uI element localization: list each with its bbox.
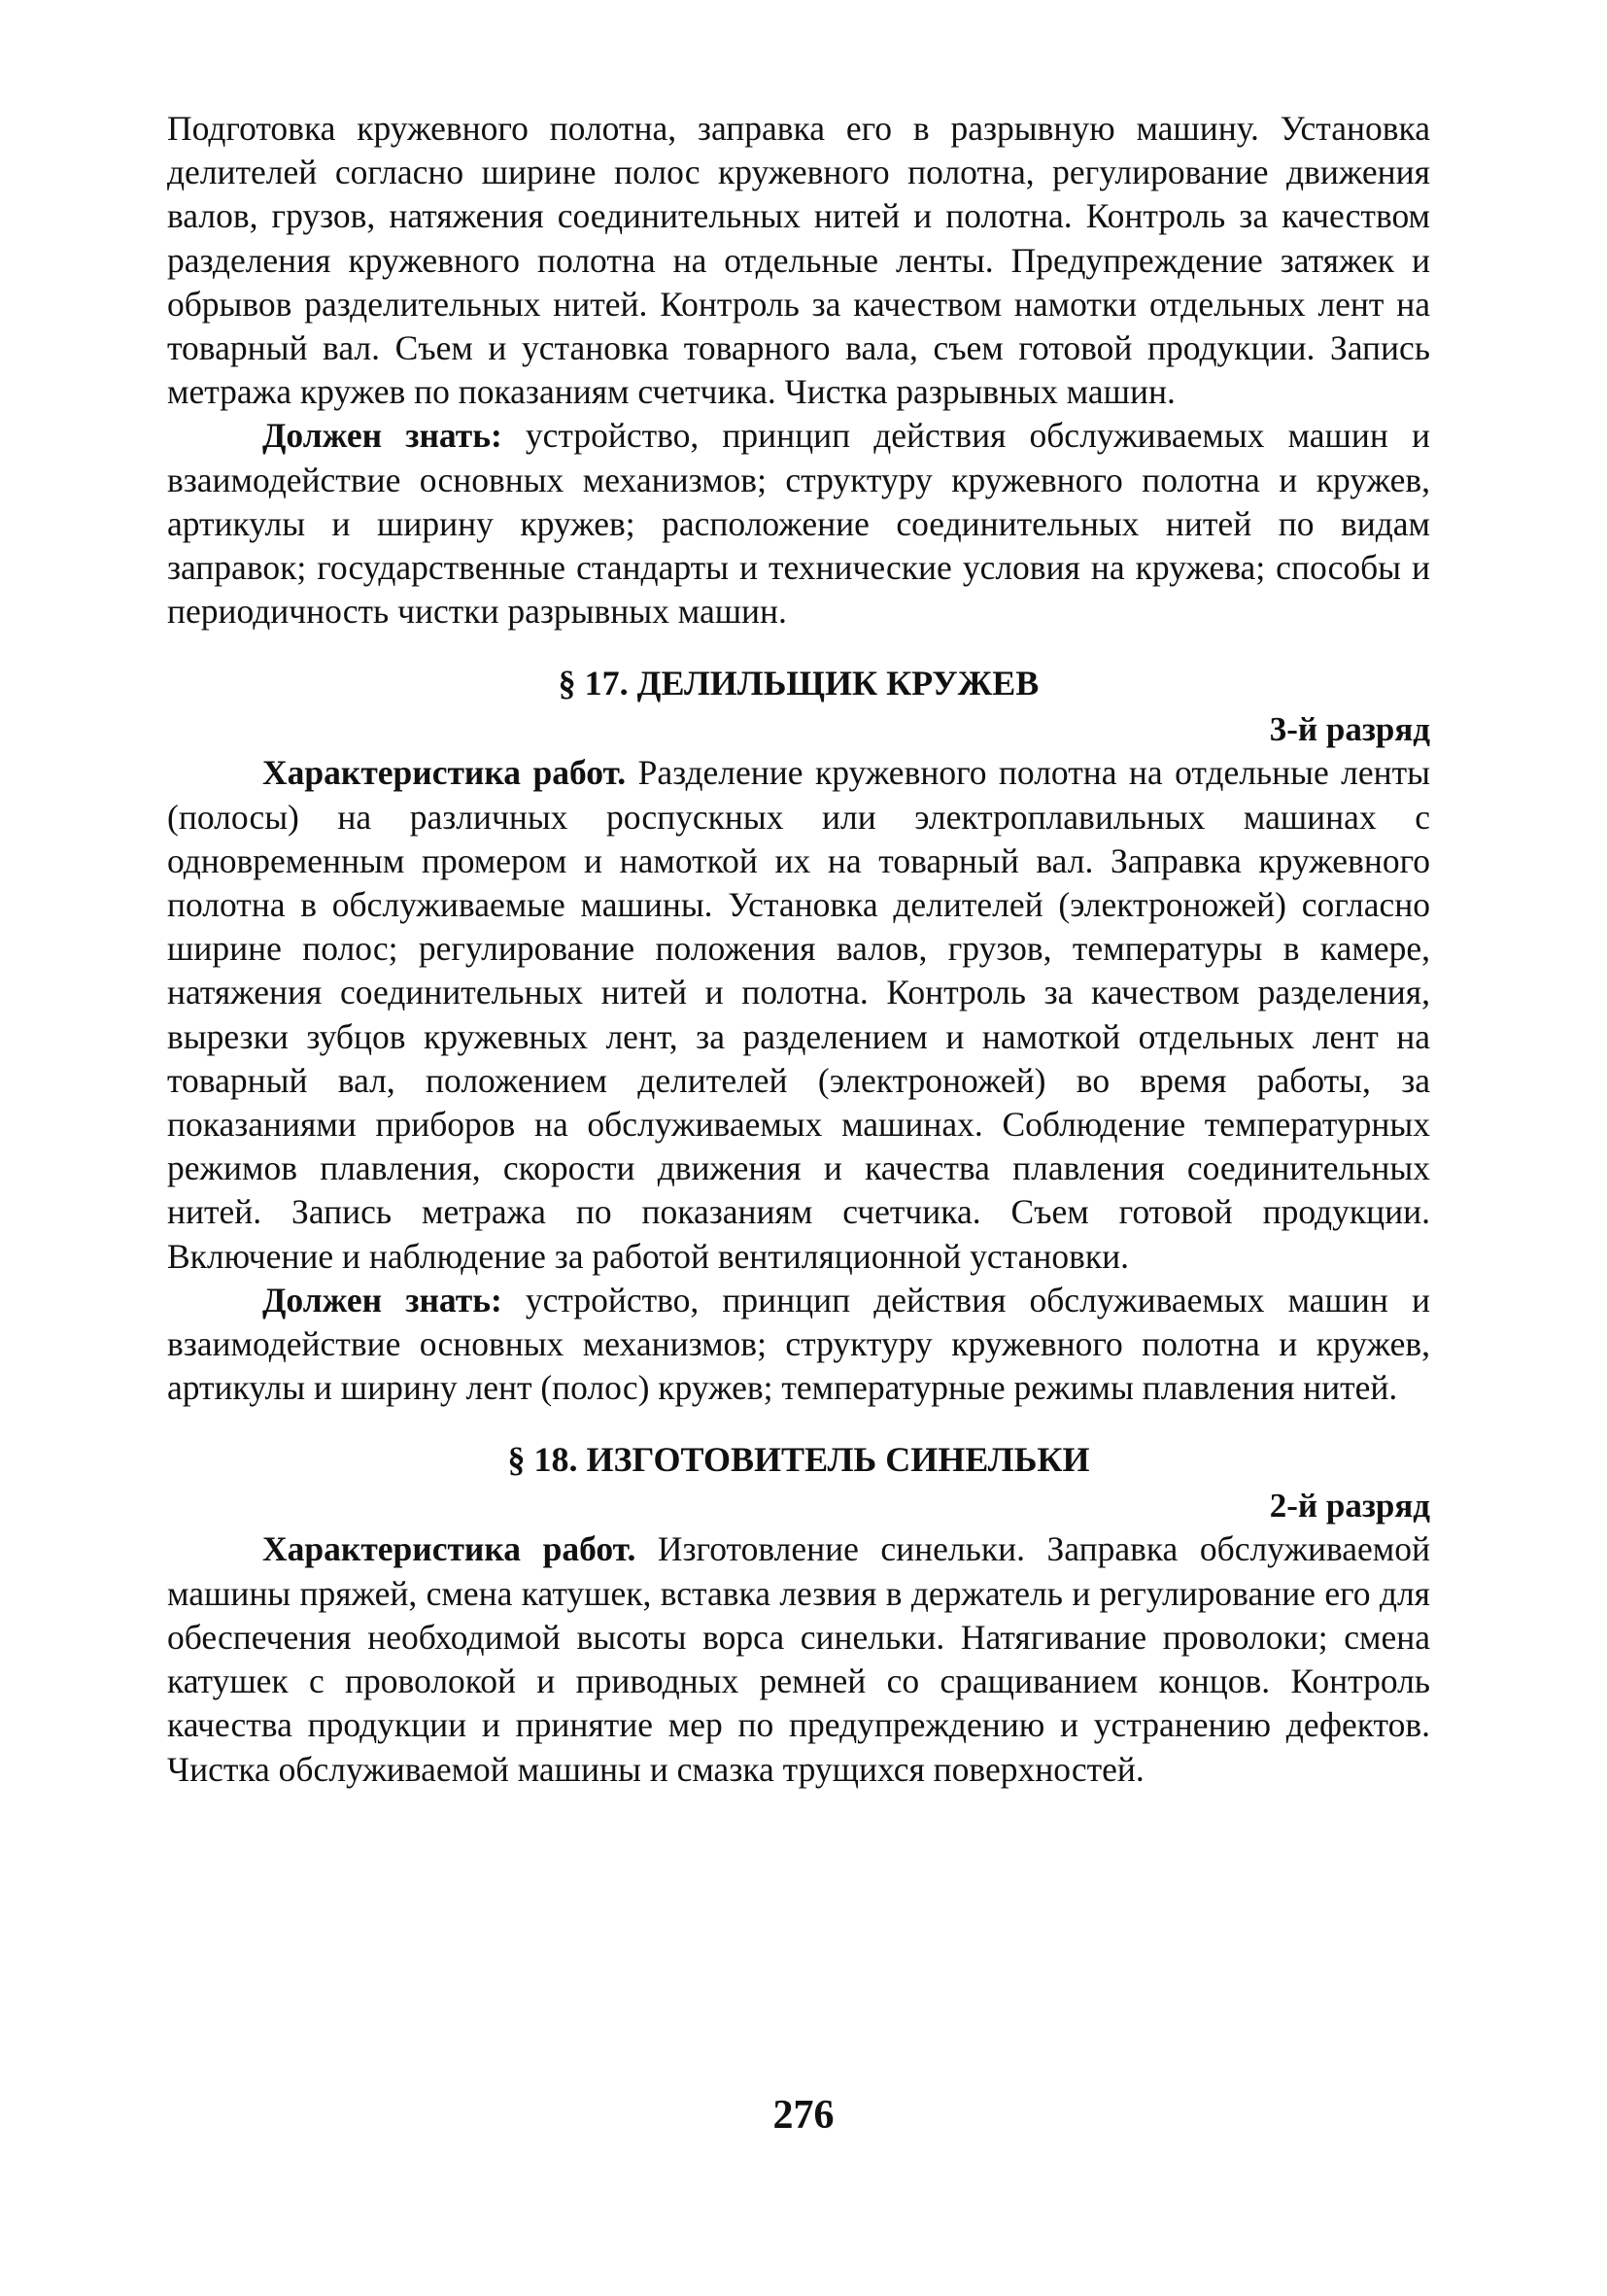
section-17-work-label: Характеристика работ. — [262, 753, 627, 793]
intro-knowledge-paragraph — [167, 414, 1430, 634]
intro-paragraph — [167, 107, 1430, 414]
section-18-title: § 18. ИЗГОТОВИТЕЛЬ СИНЕЛЬКИ — [507, 1440, 1090, 1480]
section-17-knowledge-paragraph — [167, 1279, 1430, 1411]
section-17-title: § 17. ДЕЛИЛЬЩИК КРУЖЕВ — [558, 664, 1040, 703]
document-page — [167, 107, 1430, 1792]
page-number: 276 — [772, 2093, 835, 2138]
section-17-knowledge-label: Должен знать: — [262, 1280, 502, 1319]
section-18-work-paragraph — [167, 1527, 1430, 1791]
intro-knowledge-text: устройство, принцип действия обслуживаемых машин и взаимодействие основных механизмов; структуру кружевного полотна и кружев, артикулы и ширину кружев; расположение соединительных нитей по видам заправок; государственные стандарты и технические условия на кружева; способы и периодичность чистки разрывных машин. — [167, 416, 1430, 632]
section-17-work-text: Разделение кружевного полотна на отдельные ленты (полосы) на различных роспускных или электроплавильных машинах с одновременным промером и намоткой их на товарный вал. Заправка кружевного полотна в обслуживаемые машины. Установка делителей (электроножей) согласно ширине полос; регулирование положения валов, грузов, температуры в камере, натяжения соединительных нитей и полотна. Контроль за качеством разделения, вырезки зубцов кружевных лент, за разделением и намоткой отдельных лент на товарный вал, положением делителей (электроножей) во время работы, за показаниями приборов на обслуживаемых машинах. Соблюдение температурных режимов плавления, скорости движения и качества плавления соединительных нитей. Запись метража по показаниям счетчика. Съем готовой продукции. Включение и наблюдение за работой вентиляционной установки. — [167, 753, 1430, 1276]
section-17-knowledge-text: устройство, принцип действия обслуживаемых машин и взаимодействие основных механизмов; структуру кружевного полотна и кружев, артикулы и ширину лент (полос) кружев; температурные режимы плавления нитей. — [167, 1280, 1430, 1408]
section-18-work-text: Изготовление синельки. Заправка обслуживаемой машины пряжей, смена катушек, вставка лезвия в держатель и регулирование его для обеспечения необходимой высоты ворса синельки. Натягивание проволоки; смена катушек с проволокой и приводных ремней со сращиванием концов. Контроль качества продукции и принятие мер по предупреждению и устранению дефектов. Чистка обслуживаемой машины и смазка трущихся поверхностей. — [167, 1529, 1431, 1789]
section-18-work-label: Характеристика работ. — [262, 1529, 636, 1569]
intro-text: Подготовка кружевного полотна, заправка его в разрывную машину. Установка делителей согласно ширине полос кружевного полотна, регулирование движения валов, грузов, натяжения соединительных нитей и полотна. Контроль за качеством разделения кружевного полотна на отдельные ленты. Предупреждение затяжек и обрывов разделительных нитей. Контроль за качеством намотки отдельных лент на товарный вал. Съем и установка товарного вала, съем готовой продукции. Запись метража кружев по показаниям счетчика. Чистка разрывных машин. — [167, 109, 1430, 412]
section-17-grade: 3-й разряд — [1269, 710, 1430, 749]
section-18-grade: 2-й разряд — [1269, 1487, 1430, 1525]
intro-knowledge-label: Должен знать: — [262, 416, 502, 456]
section-17-work-paragraph — [167, 751, 1430, 1278]
